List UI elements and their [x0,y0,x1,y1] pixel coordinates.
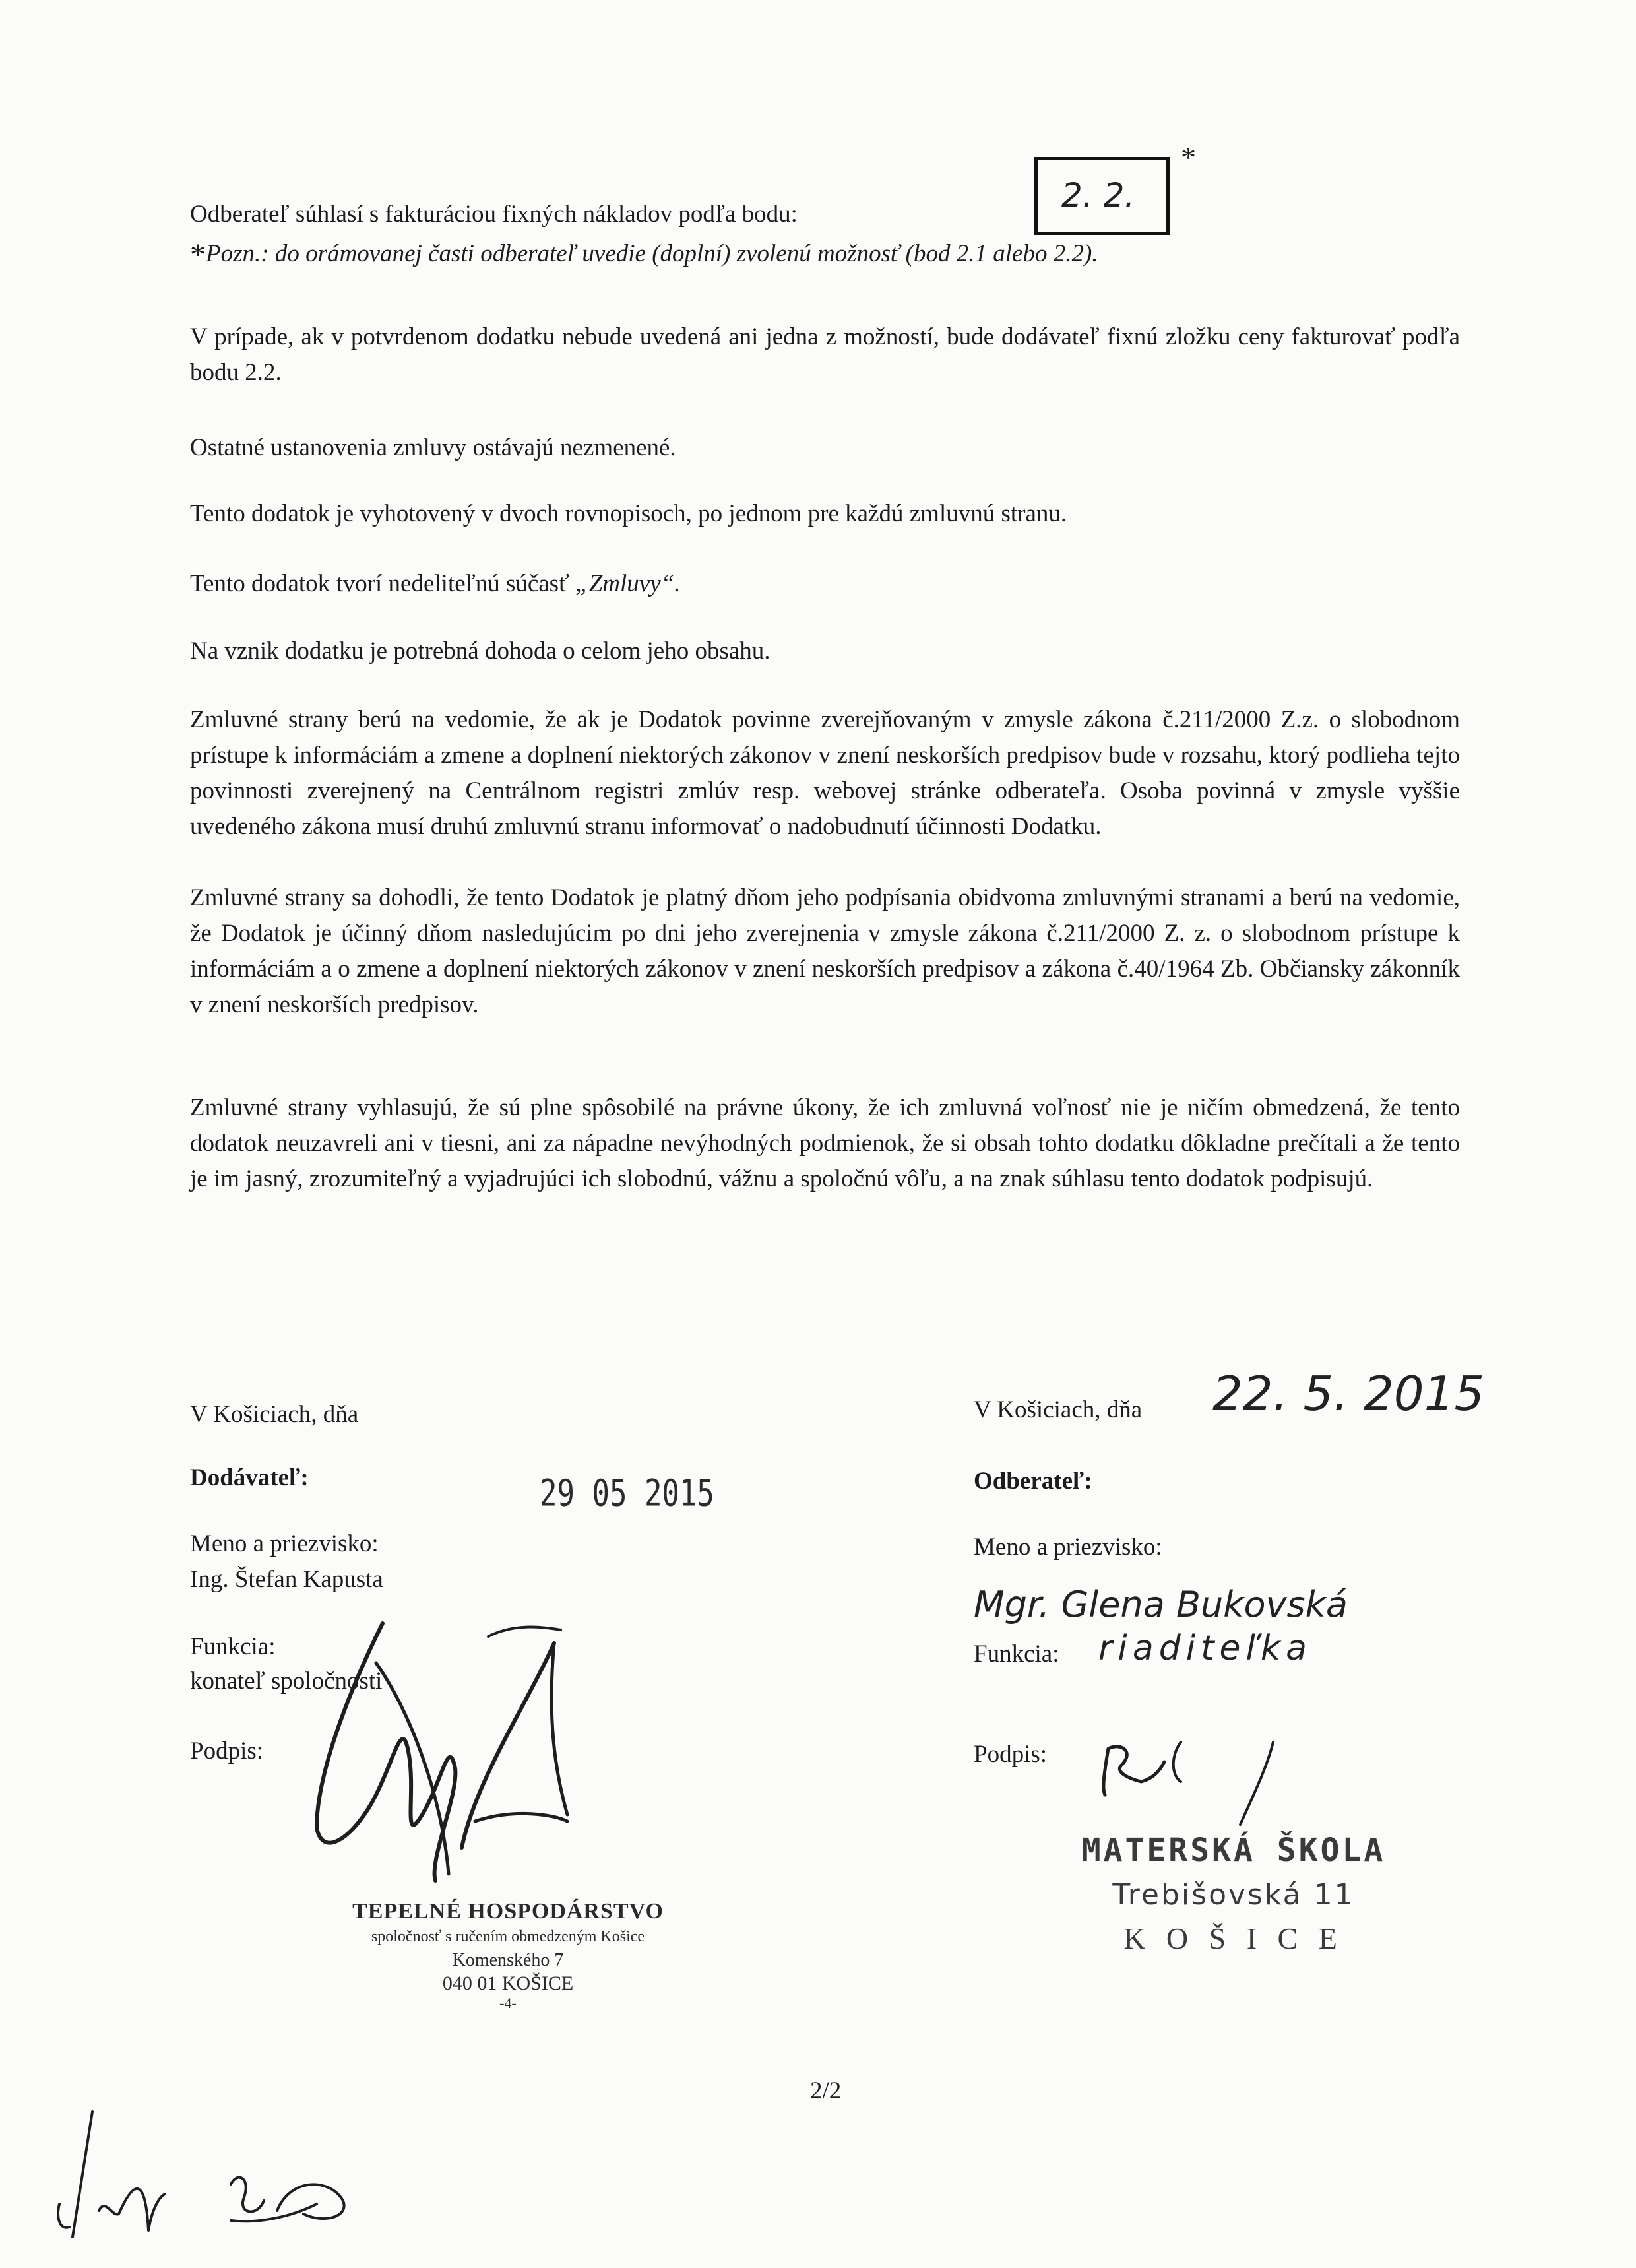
paragraph-integral [190,566,1460,602]
supplier-stamp-line5: -4- [499,1995,517,2011]
option-intro: Odberateľ súhlasí s fakturáciou fixných nákladov podľa bodu: [190,201,798,228]
customer-stamp [1029,1832,1438,1956]
supplier-stamp-line2: spoločnosť s ručením obmedzeným Košice [371,1928,645,1945]
customer-signature [1088,1716,1300,1848]
supplier-place-date: V Košiciach, dňa [190,1401,359,1428]
customer-stamp-line3: K O Š I C E [1123,1922,1344,1955]
integral-prefix: Tento dodatok tvorí nedeliteľnú súčasť [190,570,576,597]
initials-signature [40,2085,383,2244]
supplier-stamp-line1: TEPELNÉ HOSPODÁRSTVO [352,1899,664,1924]
supplier-function-label: Funkcia: [190,1633,276,1660]
customer-signature-label: Podpis: [974,1741,1048,1768]
page-number: 2/2 [810,2077,842,2104]
customer-stamp-line1: MATERSKÁ ŠKOLA [1081,1832,1386,1869]
option-box [1034,157,1170,235]
note-asterisk: * [190,238,206,273]
customer-role: Odberateľ: [974,1468,1092,1495]
customer-place-date: V Košiciach, dňa [974,1396,1143,1423]
supplier-date-stamp: 29 05 2015 [540,1472,714,1515]
option-note [190,236,1098,273]
asterisk-mark: * [1181,141,1196,174]
customer-stamp-line2: Trebišovská 11 [1112,1878,1355,1912]
paragraph-other-provisions: Ostatné ustanovenia zmluvy ostávajú nezmenené. [190,434,676,461]
supplier-function: konateľ spoločnosti [190,1668,383,1695]
paragraph-default-option: V prípade, ak v potvrdenom dodatku nebude uvedená ani jedna z možností, bude dodávateľ fixnú zložku ceny fakturovať podľa bodu 2.2. [190,323,1460,386]
supplier-name-label: Meno a priezvisko: [190,1530,379,1557]
paragraph-declaration: Zmluvné strany vyhlasujú, že sú plne spôsobilé na právne úkony, že ich zmluvná voľnosť nie je ničím obmedzená, že tento dodatok neuzavreli ani v tiesni, ani za nápadne nevýhodných podmienok, že si obsah tohto dodatku dôkladne prečítali a že tento je im jasný, zrozumiteľný a vyjadrujúci ich slobodnú, vážnu a spoločnú vôľu, a na znak súhlasu tento dodatok podpisujú. [190,1094,1460,1192]
supplier-signature-label: Podpis: [190,1737,264,1765]
paragraph-validity: Zmluvné strany sa dohodli, že tento Dodatok je platný dňom jeho podpísania obidvoma zmluvnými stranami a berú na vedomie, že Dodatok je účinný dňom nasledujúcim po dni jeho zverejnenia v zmysle zákona č.211/2000 Z. z. o slobodnom prístupe k informáciám a o zmene a doplnení niektorých zákonov v znení neskorších predpisov a zákona č.40/1964 Zb. Občiansky zákonník v znení neskorších predpisov. [190,884,1460,1018]
integral-contract: „Zmluvy“. [575,570,681,597]
supplier-name: Ing. Štefan Kapusta [190,1566,383,1593]
customer-name-handwritten: Mgr. Glena Bukovská [974,1584,1348,1625]
option-box-value: 2. 2. [1061,176,1135,214]
paragraph-agreement: Na vznik dodatku je potrebná dohoda o celom jeho obsahu. [190,637,771,664]
supplier-signature [277,1597,646,1887]
paragraph-copies: Tento dodatok je vyhotovený v dvoch rovnopisoch, po jednom pre každú zmluvnú stranu. [190,500,1067,527]
customer-name-label: Meno a priezvisko: [974,1534,1162,1561]
supplier-stamp [297,1899,719,2012]
supplier-role: Dodávateľ: [190,1464,309,1491]
customer-date-handwritten: 22. 5. 2015 [1212,1366,1485,1421]
supplier-stamp-line3: Komenského 7 [452,1950,564,1970]
customer-function-handwritten: riaditeľka [1098,1629,1312,1668]
paragraph-publication: Zmluvné strany berú na vedomie, že ak je Dodatok povinne zverejňovaným v zmysle zákona č.211/2000 Z.z. o slobodnom prístupe k informáciám a zmene a doplnení niektorých zákonov v znení neskorších predpisov bude v rozsahu, ktorý podlieha tejto povinnosti zverejnený na Centrálnom registri zmlúv resp. webovej stránke odberateľa. Osoba povinná v zmysle vyššie uvedeného zákona musí druhú zmluvnú stranu informovať o nadobudnutí účinnosti Dodatku. [190,706,1460,840]
customer-function-label: Funkcia: [974,1640,1059,1668]
note-text: Pozn.: do orámovanej časti odberateľ uvedie (doplní) zvolenú možnosť (bod 2.1 alebo 2.2). [206,240,1098,267]
supplier-stamp-line4: 040 01 KOŠICE [442,1972,574,1994]
